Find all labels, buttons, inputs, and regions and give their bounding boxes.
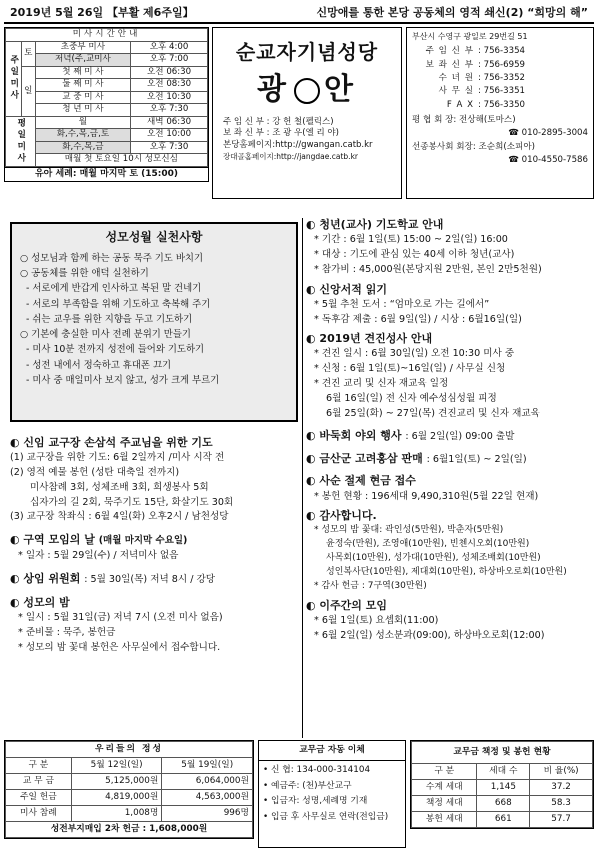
list-item: • 입금 후 사무실로 연락(전입금) xyxy=(263,811,389,822)
list-item: ○ 성모님과 함께 하는 공동 묵주 기도 바치기 xyxy=(20,253,203,264)
district-meeting-heading: ◐ 구역 모임의 날 (매월 마지막 수요일) xyxy=(10,533,188,547)
list-item: * 5월 추천 도서 : “엄마오로 가는 길에서” xyxy=(314,298,490,310)
funeral-society-phone: ☎ 010-4550-7586 xyxy=(508,154,588,165)
infant-baptism: 유아 세례: 매월 마지막 토 (15:00) xyxy=(5,167,208,181)
list-item: 6월 25일(화) ~ 27일(목) 견진교리 및 신자 재교육 xyxy=(326,407,540,419)
list-item: * 참가비 : 45,000원(본당지원 2만원, 본인 2만5천원) xyxy=(314,263,542,275)
list-item: - 성전 내에서 정숙하고 휴대폰 끄기 xyxy=(26,359,172,371)
mass-row-time: 오후 7:30 xyxy=(131,141,208,154)
column-divider xyxy=(302,218,303,738)
list-item: * 일자 : 5월 29일(수) / 저녁미사 없음 xyxy=(18,550,179,562)
mass-row-time: 오전 06:30 xyxy=(131,66,208,79)
list-item: • 예금주: (천)부산교구 xyxy=(263,780,352,791)
mass-title: 미사시간안내 xyxy=(6,29,208,42)
church-title-block xyxy=(212,27,402,199)
mass-row-time: 오전 10:00 xyxy=(131,129,208,142)
sunday-mass-label: 주일미사 xyxy=(6,41,22,116)
list-item: 사목회(10만원), 성가대(10만원), 성체조배회(10만원) xyxy=(326,553,541,564)
mass-row-name: 둘 째 미 사 xyxy=(35,79,130,92)
list-item: * 기간 : 6월 1일(토) 15:00 ~ 2일(일) 16:00 xyxy=(314,234,508,246)
council-chair-phone: ☎ 010-2895-3004 xyxy=(508,128,588,139)
contact-row: 주 임 신 부 : 756-3354 xyxy=(425,46,526,57)
mass-row-time: 새벽 06:30 xyxy=(131,116,208,129)
finance-footer: 성전부지매입 2차 헌금 : 1,608,000원 xyxy=(6,822,253,838)
church-name: 광 안 xyxy=(257,72,357,107)
table-row: 미사 참례 1,008명 996명 xyxy=(6,806,253,822)
saturday-label: 토 xyxy=(21,41,35,66)
list-item: • 입금자: 성명,세례명 기재 xyxy=(263,796,368,807)
table-header: 비 율(%) xyxy=(530,764,593,780)
funeral-society-chair: 선종봉사회 회장: 조순희(소피아) xyxy=(412,141,535,152)
mass-row-name: 저녁(주,교미사 xyxy=(35,54,130,67)
parish-theme: 신망애를 통한 본당 공동체의 영적 쇄신(2) “희망의 해” xyxy=(316,6,588,20)
table-row: 책정 세대 668 58.3 xyxy=(412,796,593,812)
table-header: 세대 수 xyxy=(477,764,530,780)
mass-row-time: 오후 4:00 xyxy=(131,41,208,54)
list-item: (2) 영적 예물 봉헌 (성탄 대축일 전까지) xyxy=(10,466,180,478)
list-item: * 신청 : 6월 1일(토)~16일(일) / 사무실 신청 xyxy=(314,363,506,375)
finance-title: 우리들의 정성 xyxy=(6,742,253,758)
church-subtitle: 순교자기념성당 xyxy=(235,40,379,64)
contact-row: 수 녀 원 : 756-3352 xyxy=(438,73,526,84)
mass-row-name: 교 중 미 사 xyxy=(35,91,130,104)
header-bar xyxy=(4,4,594,24)
standing-committee-heading: ◐ 상임 위원회 : 5월 30일(목) 저녁 8시 / 강당 xyxy=(10,571,216,585)
parish-logo-icon xyxy=(294,78,320,104)
list-item: * 견진 일시 : 6월 30일(일) 오전 10:30 미사 중 xyxy=(314,348,515,360)
mass-row-name: 화,수,목,금 xyxy=(35,141,130,154)
list-item: ○ 기본에 충실한 미사 전례 분위기 만들기 xyxy=(20,329,191,341)
book-reading-heading: ◐ 신앙서적 읽기 xyxy=(306,282,388,296)
assistant-priest: 보 좌 신 부 : 조 광 우(엘 리 야) xyxy=(223,128,339,139)
contact-block xyxy=(406,27,594,199)
list-item: * 일시 : 5월 31일(금) 저녁 7시 (오전 미사 없음) xyxy=(18,611,223,623)
bishop-prayer-heading: ◐ 신임 교구장 손삼석 주교님을 위한 기도 xyxy=(10,436,213,449)
youth-prayer-school-heading: ◐ 청년(교사) 기도학교 안내 xyxy=(306,218,444,231)
address: 부산시 수영구 광일로 29번길 51 xyxy=(412,32,528,41)
list-item: 미사참례 3회, 성체조배 3회, 희생봉사 5회 xyxy=(30,481,209,493)
first-saturday: 매월 첫 토요일 10시 성모신심 xyxy=(35,154,207,167)
list-item: * 성모의 밤 꽃대: 곽인성(5만원), 박춘자(5만원) xyxy=(314,525,504,536)
list-item: * 독후감 제출 : 6월 9일(일) / 시상 : 6월16일(일) xyxy=(314,313,522,325)
weekday-mass-label: 평일미사 xyxy=(6,116,36,166)
list-item: - 서로에게 반갑게 인사하고 복된 말 건네기 xyxy=(26,283,202,295)
mass-row-name: 청 년 미 사 xyxy=(35,104,130,117)
auto-title: 교무금 자동 이체 xyxy=(259,741,405,761)
mass-row-time: 오전 08:30 xyxy=(131,79,208,92)
right-column xyxy=(306,214,594,644)
jangdae-homepage-link[interactable]: 장대골홈페이지:http://jangdae.catb.kr xyxy=(223,152,358,162)
issue-date: 2019년 5월 26일 【부활 제6주일】 xyxy=(10,6,194,20)
table-header: 5월 12일(일) xyxy=(71,758,162,774)
ginseng-sale-heading: ◐ 금산군 고려홍삼 판매 : 6월1일(토) ~ 2일(일) xyxy=(306,451,527,465)
auto-transfer-box xyxy=(258,740,406,848)
contact-row: 사 무 실 : 756-3351 xyxy=(438,86,526,97)
list-item: * 6월 1일(토) 요셉회(11:00) xyxy=(314,615,439,627)
homepage-link[interactable]: 본당홈페이지:http://gwangan.catb.kr xyxy=(223,140,373,151)
weekday-head: 월 xyxy=(35,116,130,129)
mass-row-name: 화,수,목,금,토 xyxy=(35,129,130,142)
meetings-heading: ◐ 이주간의 모임 xyxy=(306,599,388,613)
sunday-label: 일 xyxy=(21,66,35,116)
box-title: 성모성월 실천사항 xyxy=(105,230,203,244)
status-title: 교무금 책정 및 봉헌 현황 xyxy=(412,742,593,764)
offering-status-table xyxy=(410,740,594,829)
list-item: (3) 교구장 착좌식 : 6월 4일(화) 오후2시 / 남천성당 xyxy=(10,511,229,523)
list-item: (1) 교구장을 위한 기도: 6월 2일까지 /미사 시작 전 xyxy=(10,452,225,464)
table-row: 봉헌 세대 661 57.7 xyxy=(412,812,593,828)
thanks-heading: ◐ 감사합니다. xyxy=(306,509,377,523)
council-chair: 평 협 회 장: 전상해(토마스) xyxy=(412,114,516,125)
mass-row-time: 오후 7:00 xyxy=(131,54,208,67)
pastor: 주 임 신 부 : 강 헌 철(펠릭스) xyxy=(223,116,334,127)
left-column xyxy=(10,432,300,655)
list-item: • 신 협: 134-000-314104 xyxy=(263,765,371,776)
list-item: - 미사 10분 전까지 성전에 들어와 기도하기 xyxy=(26,344,205,356)
finance-table xyxy=(4,740,254,839)
list-item: * 견진 교리 및 신자 재교육 일정 xyxy=(314,378,449,390)
list-item: * 봉헌 현황 : 196세대 9,490,310원(5월 22일 현재) xyxy=(314,490,539,502)
mass-row-time: 오후 7:30 xyxy=(131,104,208,117)
table-row: 교 무 금 5,125,000원 6,064,000원 xyxy=(6,774,253,790)
table-row: 수계 세대 1,145 37.2 xyxy=(412,780,593,796)
lent-offering-heading: ◐ 사순 절제 현금 접수 xyxy=(306,474,416,488)
may-practice-box xyxy=(10,222,298,422)
contact-row: F A X : 756-3350 xyxy=(446,99,526,110)
list-item: * 성모의 밤 꽃대 봉헌은 사무실에서 접수합니다. xyxy=(18,641,221,653)
list-item: * 대상 : 기도에 관심 있는 40세 이하 청년(교사) xyxy=(314,248,515,260)
list-item: * 준비물 : 묵주, 봉헌금 xyxy=(18,626,116,638)
list-item: 6월 16일(일) 전 신자 예수성심성월 피정 xyxy=(326,393,497,405)
list-item: - 미사 중 매일미사 보지 않고, 성가 크게 부르기 xyxy=(26,374,220,386)
mass-schedule xyxy=(4,27,209,182)
list-item: ○ 공동체를 위한 애덕 실천하기 xyxy=(20,268,149,280)
mass-row-time: 오전 10:30 xyxy=(131,91,208,104)
list-item: 십자가의 길 2회, 묵주기도 15단, 화살기도 30회 xyxy=(30,496,234,508)
table-header: 구 분 xyxy=(6,758,72,774)
mass-row-name: 첫 째 미 사 xyxy=(35,66,130,79)
table-header: 5월 19일(일) xyxy=(162,758,253,774)
marian-night-heading: ◐ 성모의 밤 xyxy=(10,595,70,609)
baduk-event-heading: ◐ 바둑회 야외 행사 : 6월 2일(일) 09:00 출발 xyxy=(306,428,515,442)
confirmation-heading: ◐ 2019년 견진성사 안내 xyxy=(306,332,433,346)
list-item: 윤정숙(만원), 조영애(10만원), 빈첸시오회(10만원) xyxy=(326,539,530,550)
list-item: 성인복사단(10만원), 제대회(10만원), 하상바오로회(10만원) xyxy=(326,567,567,578)
list-item: - 서로의 부족함을 위해 기도하고 축복해 주기 xyxy=(26,298,211,310)
list-item: - 쉬는 교우를 위한 지향을 두고 기도하기 xyxy=(26,313,193,325)
table-header: 구 분 xyxy=(412,764,477,780)
contact-row: 보 좌 신 부 : 756-6959 xyxy=(425,59,526,70)
list-item: * 6월 2일(일) 성소분과(09:00), 하상바오로회(12:00) xyxy=(314,630,545,641)
mass-row-name: 초중부 미사 xyxy=(35,41,130,54)
table-row: 주일 헌금 4,819,000원 4,563,000원 xyxy=(6,790,253,806)
list-item: * 감사 헌금 : 7구역(30만원) xyxy=(314,581,427,592)
